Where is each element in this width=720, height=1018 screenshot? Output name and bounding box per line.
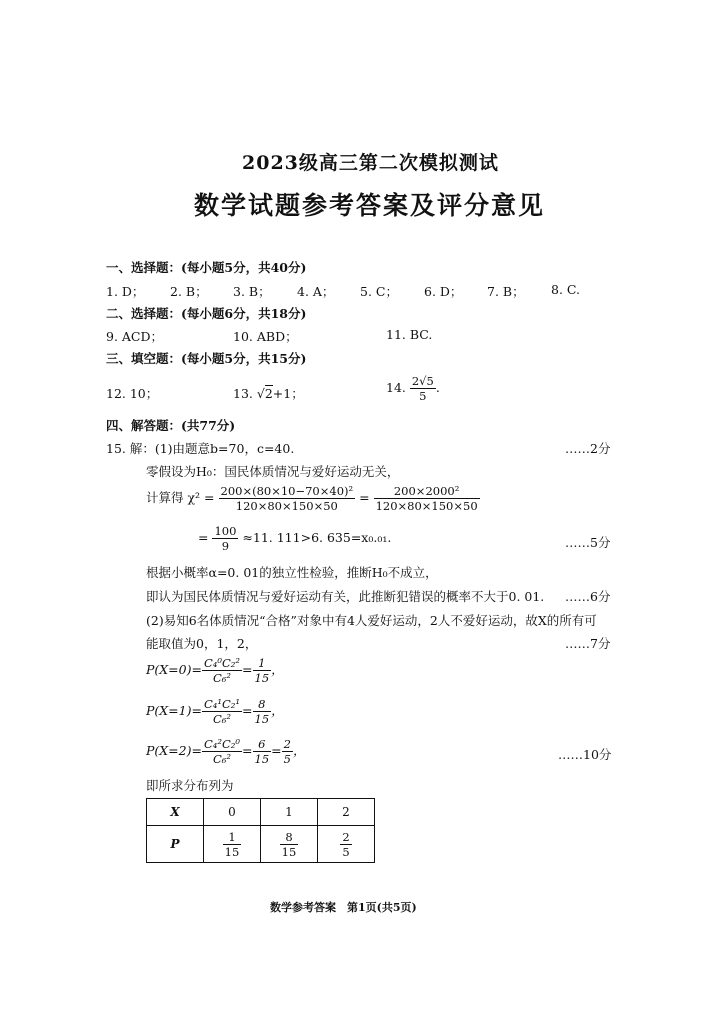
score-mark: ……6分: [565, 589, 611, 604]
test-conclusion-1: 根据小概率α=0. 01的独立性检验，推断H₀不成立，: [146, 565, 438, 580]
fill-answer-14: 14. $\frac{2√5}{5}$ .: [386, 374, 440, 403]
multi-answer-10: 10. ABD；: [233, 329, 298, 344]
chi-square-result: = $\frac{100}{9}$ ≈11. 111>6. 635=x₀.₀₁.: [198, 524, 392, 553]
page-footer: 数学参考答案 第1页(共5页): [270, 901, 417, 914]
null-hypothesis: 零假设为H₀：国民体质情况与爱好运动无关，: [146, 464, 400, 479]
q15-part1-line: 15. 解：(1)由题意b=70，c=40.: [106, 441, 295, 456]
mc-answer-6: 6. D；: [424, 284, 463, 299]
mc-answer-3: 3. B；: [233, 284, 271, 299]
score-mark: ……5分: [565, 535, 611, 550]
section1-heading: 一、选择题：(每小题5分，共40分): [106, 260, 307, 275]
score-mark: ……10分: [558, 747, 612, 762]
table-header-p: P: [147, 826, 204, 863]
test-conclusion-2: 即认为国民体质情况与爱好运动有关，此推断犯错误的概率不大于0. 01.: [146, 589, 545, 604]
mc-answer-7: 7. B；: [487, 284, 525, 299]
prob-x1: P(X=1)= $\frac{\text{C₄¹C₂¹}}{\text{C₆²}}$ = $\frac{8}{15}$ ，: [146, 697, 284, 726]
part2-line2: 能取值为0，1，2，: [146, 636, 258, 651]
mc-answer-1: 1. D；: [106, 284, 145, 299]
mc-answer-4: 4. A；: [297, 284, 335, 299]
distribution-intro: 即所求分布列为: [146, 778, 234, 793]
mc-answer-8: 8. C.: [551, 282, 580, 297]
table-cell: 0: [204, 799, 261, 826]
answer-title: 数学试题参考答案及评分意见: [194, 191, 546, 220]
table-header-x: X: [147, 799, 204, 826]
table-cell: 1: [261, 799, 318, 826]
prob-x0: P(X=0)= $\frac{\text{C₄⁰C₂²}}{\text{C₆²}}$ = $\frac{1}{15}$ ，: [146, 656, 284, 685]
section4-heading: 四、解答题：(共77分): [106, 418, 236, 433]
table-cell: $\frac{2}{5}$: [318, 826, 375, 863]
fill-answer-12: 12. 10；: [106, 386, 159, 401]
table-cell: 2: [318, 799, 375, 826]
section3-heading: 三、填空题：(每小题5分，共15分): [106, 351, 307, 366]
distribution-table: [146, 798, 375, 863]
part2-line1: (2)易知6名体质情况“合格”对象中有4人爱好运动，2人不爱好运动，故X的所有可: [146, 613, 597, 628]
multi-answer-11: 11. BC.: [386, 327, 433, 342]
section2-heading: 二、选择题：(每小题6分，共18分): [106, 306, 307, 321]
multi-answer-9: 9. ACD；: [106, 329, 164, 344]
chi-square-calc: 计算得 χ² = $\frac{\text{200×(80×10−70×40)²}}{120\times 80\times 150\times 50}$ = $\frac{\text{200×2000²}}{120\times 80\times 150\times 50}$: [146, 484, 478, 513]
mc-answer-5: 5. C；: [360, 284, 398, 299]
exam-title: 2023级高三第二次模拟测试: [242, 152, 499, 174]
table-cell: $\frac{1}{15}$: [204, 826, 261, 863]
table-cell: $\frac{8}{15}$: [261, 826, 318, 863]
mc-answer-2: 2. B；: [170, 284, 208, 299]
fill-answer-13: 13. √2+1；: [233, 386, 304, 401]
score-mark: ……2分: [565, 441, 611, 456]
prob-x2: P(X=2)= $\frac{\text{C₄²C₂⁰}}{\text{C₆²}}$ = $\frac{6}{15}$ = $\frac{2}{5}$ ，: [146, 737, 306, 766]
score-mark: ……7分: [565, 636, 611, 651]
